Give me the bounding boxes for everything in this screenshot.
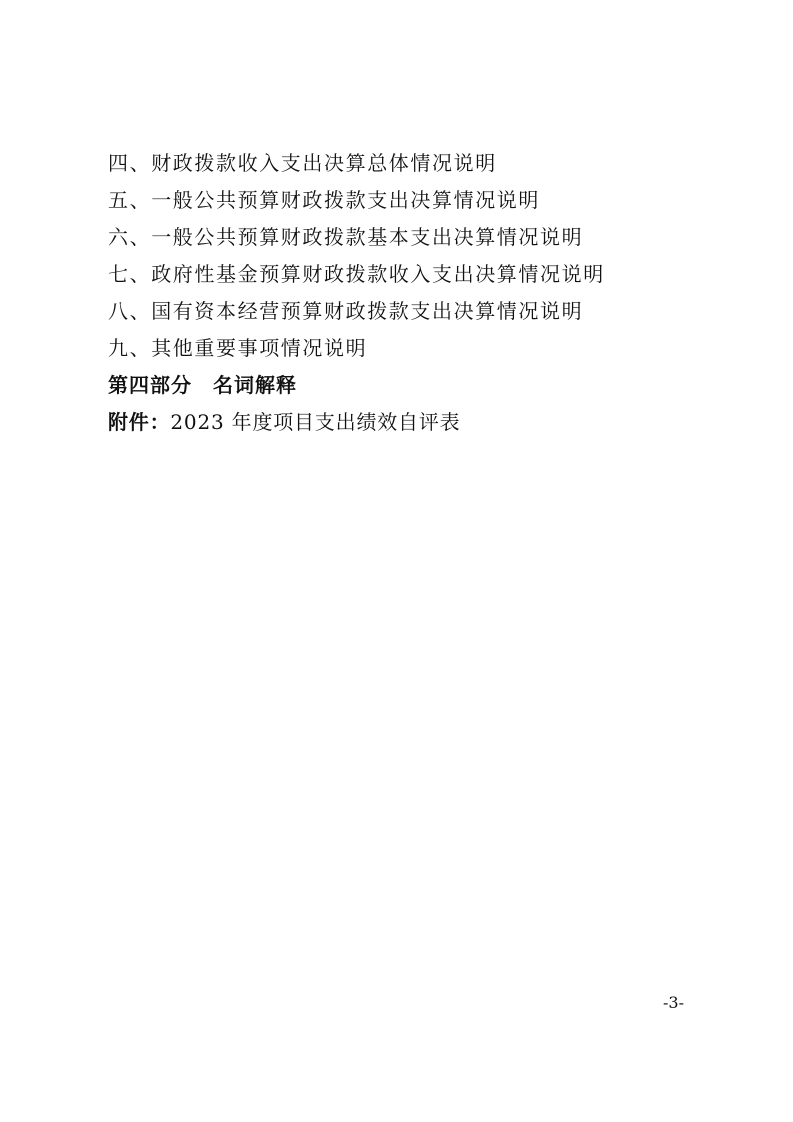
- attachment-line: [108, 404, 708, 441]
- toc-item-part-8: 八、国有资本经营预算财政拨款支出决算情况说明: [108, 299, 584, 323]
- attachment-title: 2023 年度项目支出绩效自评表: [170, 410, 461, 434]
- toc-item-part-6: 六、一般公共预算财政拨款基本支出决算情况说明: [108, 225, 584, 249]
- toc-item-part-5: 五、一般公共预算财政拨款支出决算情况说明: [108, 188, 540, 212]
- toc-item-part-4: 四、财政拨款收入支出决算总体情况说明: [108, 151, 497, 175]
- toc-item-part-7: 七、政府性基金预算财政拨款收入支出决算情况说明: [108, 262, 605, 286]
- page-number: -3-: [663, 993, 684, 1012]
- attachment-label: 附件：: [108, 410, 171, 434]
- toc-item-part-9: 九、其他重要事项情况说明: [108, 336, 368, 360]
- section-heading-part-four: 第四部分 名词解释: [108, 373, 297, 397]
- table-of-contents: [108, 145, 708, 441]
